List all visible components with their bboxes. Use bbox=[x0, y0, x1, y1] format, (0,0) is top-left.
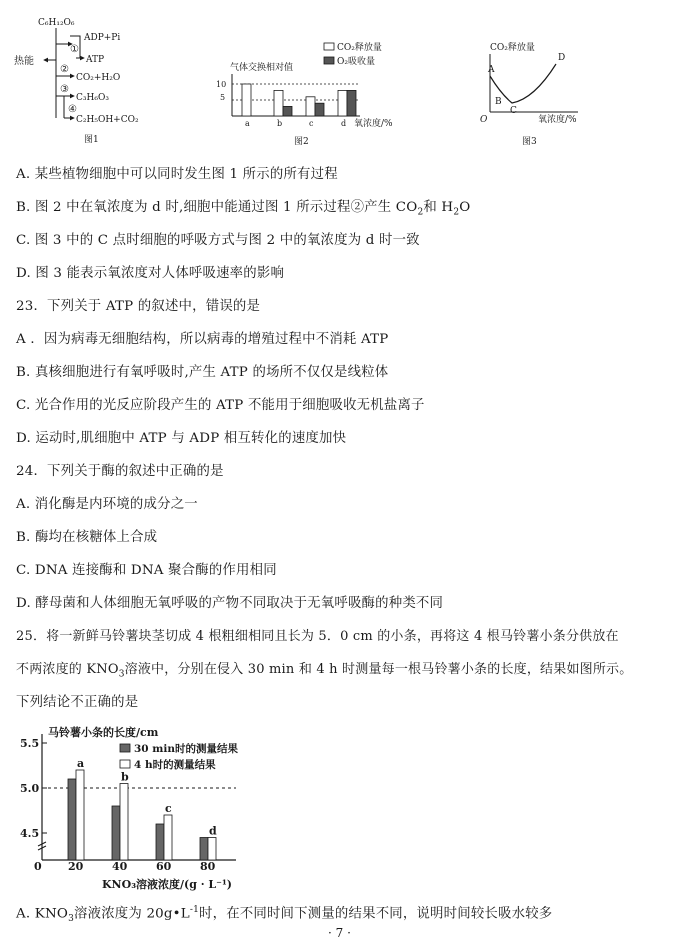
fig4-origin: 0 bbox=[34, 860, 42, 873]
fig2-legend-o2: O₂吸收量 bbox=[337, 57, 375, 67]
q22-option-c: C. 图 3 中的 C 点时细胞的呼吸方式与图 2 中的氧浓度为 d 时一致 bbox=[16, 233, 420, 248]
q23-option-d: D. 运动时,肌细胞中 ATP 与 ADP 相互转化的速度加快 bbox=[16, 431, 347, 446]
q22-option-a: A. 某些植物细胞中可以同时发生图 1 所示的所有过程 bbox=[16, 167, 338, 182]
fig4-bar-30min bbox=[112, 806, 120, 860]
fig2-bar-co2 bbox=[338, 90, 347, 116]
fig4-legend2-swatch bbox=[120, 760, 130, 768]
fig1-caption: 图1 bbox=[84, 135, 99, 145]
q24-option-d: D. 酵母菌和人体细胞无氧呼吸的产物不同取决于无氧呼吸酶的种类不同 bbox=[16, 596, 444, 611]
fig4-bar-letter: b bbox=[121, 770, 129, 784]
fig4-bar-letter: c bbox=[165, 802, 172, 815]
fig4-legend1: 30 min时的测量结果 bbox=[134, 743, 238, 755]
fig3-point-label: A bbox=[488, 65, 495, 75]
fig4-bar-30min bbox=[156, 824, 164, 860]
fig4-bar-letter: d bbox=[209, 824, 217, 838]
fig1-num-2: ② bbox=[60, 64, 69, 75]
fig4-bar-4h bbox=[120, 784, 128, 861]
fig4-xtick: 40 bbox=[112, 860, 128, 873]
fig4-ytick-label: 5.0 bbox=[20, 782, 40, 795]
fig4-bar-4h bbox=[76, 770, 84, 860]
fig4-ytick-label: 5.5 bbox=[20, 737, 40, 750]
fig3-point-label: C bbox=[510, 106, 517, 116]
fig4-xtick: 20 bbox=[68, 860, 84, 873]
fig4-ytick-label: 4.5 bbox=[20, 827, 40, 840]
fig2-caption: 图2 bbox=[294, 137, 309, 147]
fig2-legend-co2: CO₂释放量 bbox=[337, 43, 382, 53]
fig2-xtick: a bbox=[245, 119, 250, 128]
q25-stem-line-2: 不两浓度的 $KNO_3$溶液中，分别在侵入 30 min 和 4 h 时测量每一根马铃薯小条的长度，结果如图所示。 bbox=[16, 662, 633, 680]
fig4-bar-4h bbox=[208, 838, 216, 861]
q24-option-a: A. 消化酶是内环境的成分之一 bbox=[16, 497, 198, 512]
fig3-caption: 图3 bbox=[522, 137, 537, 147]
fig2-bar-co2 bbox=[306, 97, 315, 116]
q22-option-b: B. 图 2 中在氧浓度为 d 时,细胞中能通过图 1 所示过程②产生 $CO_2$和 $H_2O$ bbox=[16, 200, 471, 218]
q23-stem: 23．下列关于 ATP 的叙述中，错误的是 bbox=[16, 299, 261, 314]
fig4-xtick: 80 bbox=[200, 860, 216, 873]
figure-4 bbox=[16, 722, 296, 894]
q23-option-c: C. 光合作用的光反应阶段产生的 ATP 不能用于细胞吸收无机盐离子 bbox=[16, 398, 425, 413]
fig2-ytick-10: 10 bbox=[216, 80, 227, 89]
q24-option-b: B. 酶均在核糖体上合成 bbox=[16, 530, 158, 545]
fig3-point-label: B bbox=[495, 97, 502, 107]
fig4-title: 马铃薯小条的长度/cm bbox=[48, 726, 159, 739]
fig2-xtick: c bbox=[309, 119, 314, 128]
fig2-xlabel: 氧浓度/% bbox=[354, 119, 393, 129]
fig2-legend-o2-swatch bbox=[324, 57, 334, 64]
fig4-bar-30min bbox=[200, 838, 208, 861]
fig2-legend-co2-swatch bbox=[324, 43, 334, 50]
fig2-ytick-5: 5 bbox=[220, 93, 226, 102]
fig4-legend2: 4 h时的测量结果 bbox=[134, 759, 216, 771]
fig1-num-4: ④ bbox=[68, 104, 77, 115]
fig1-formula: C₆H₁₂O₆ bbox=[38, 18, 75, 28]
fig1-num-1: ① bbox=[70, 44, 79, 55]
fig2-bar-o2 bbox=[283, 106, 292, 116]
fig2-bar-o2 bbox=[315, 103, 324, 116]
fig4-bar-30min bbox=[68, 779, 76, 860]
q25-stem-line-3: 下列结论不正确的是 bbox=[16, 695, 139, 710]
fig3-xlabel: 氧浓度/% bbox=[538, 115, 577, 125]
fig3-origin: O bbox=[480, 115, 488, 125]
q25-option-a: A. $KNO_3$溶液浓度为 $20g•L^{-1}$时，在不同时间下测量的结果不同，说明时间较长吸水较多 bbox=[16, 905, 553, 925]
q23-option-a: A ．因为病毒无细胞结构，所以病毒的增殖过程中不消耗 ATP bbox=[16, 332, 389, 347]
fig1-product-3: C₃H₆O₃ bbox=[76, 93, 109, 103]
fig4-xlabel: KNO₃溶液浓度/(g · L⁻¹) bbox=[102, 878, 232, 891]
page-number: · 7 · bbox=[328, 926, 351, 940]
fig2-bar-co2 bbox=[242, 84, 251, 116]
figure-2 bbox=[210, 36, 430, 148]
fig2-xtick: b bbox=[277, 119, 283, 128]
fig1-atp: ATP bbox=[86, 55, 105, 65]
figure-3 bbox=[478, 40, 618, 148]
q25-stem-line-1: 25．将一新鲜马铃薯块茎切成 4 根粗细相同且长为 5．0 cm 的小条，再将这 4 根马铃薯小条分供放在 bbox=[16, 629, 619, 644]
q24-stem: 24．下列关于酶的叙述中正确的是 bbox=[16, 464, 224, 479]
fig4-bar-letter: a bbox=[77, 757, 85, 770]
fig2-bar-co2 bbox=[274, 90, 283, 116]
fig1-adp: ADP+Pi bbox=[84, 33, 121, 43]
fig4-bar-4h bbox=[164, 815, 172, 860]
fig4-legend1-swatch bbox=[120, 744, 130, 752]
q24-option-c: C. DNA 连接酶和 DNA 聚合酶的作用相同 bbox=[16, 563, 277, 578]
fig4-xtick: 60 bbox=[156, 860, 172, 873]
fig1-heat-label: 热能 bbox=[14, 56, 34, 67]
fig2-xtick: d bbox=[341, 119, 347, 128]
q23-option-b: B. 真核细胞进行有氧呼吸时,产生 ATP 的场所不仅仅是线粒体 bbox=[16, 365, 389, 380]
fig2-title: 气体交换相对值 bbox=[230, 63, 294, 73]
fig1-product-4: C₂H₅OH+CO₂ bbox=[76, 115, 139, 125]
fig2-bar-o2 bbox=[347, 90, 356, 116]
q22-option-d: D. 图 3 能表示氧浓度对人体呼吸速率的影响 bbox=[16, 266, 285, 281]
fig3-title: CO₂释放量 bbox=[490, 43, 535, 53]
figure-1 bbox=[14, 14, 184, 148]
fig1-num-3: ③ bbox=[60, 84, 69, 95]
fig3-point-label: D bbox=[558, 53, 566, 63]
fig1-product-2: CO₂+H₂O bbox=[76, 73, 121, 83]
